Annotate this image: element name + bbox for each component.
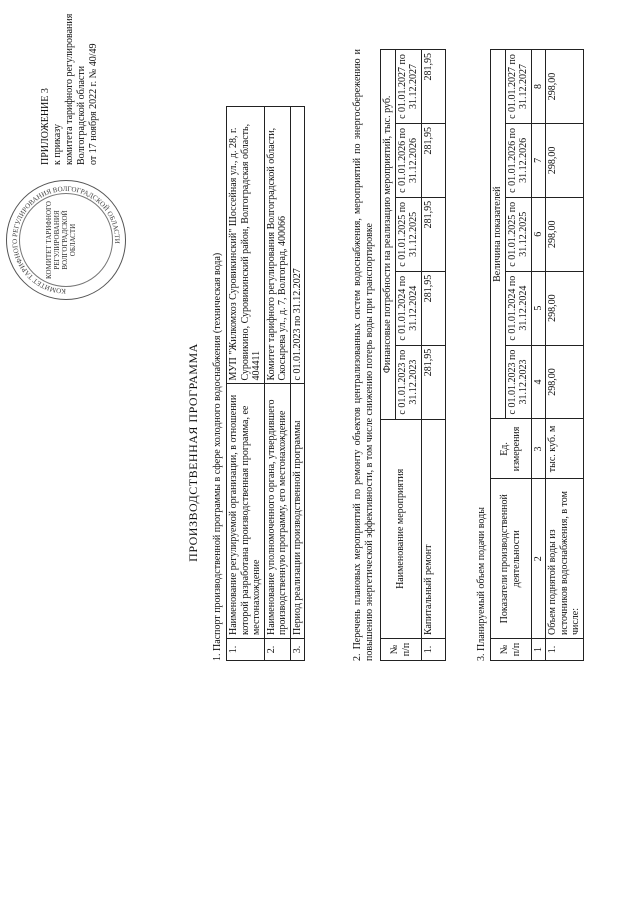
table-row xyxy=(546,50,584,661)
table-row xyxy=(264,107,290,661)
col-num-header: № п/п xyxy=(381,639,422,661)
row-value: 281,95 xyxy=(421,345,445,419)
passport-table xyxy=(226,106,305,661)
col-num-header: № п/п xyxy=(491,639,532,661)
period-header: с 01.01.2025 по 31.12.2025 xyxy=(395,197,421,271)
page-title: ПРОИЗВОДСТВЕННАЯ ПРОГРАММА xyxy=(186,343,200,562)
period-header: с 01.01.2027 по 31.12.2027 xyxy=(395,50,421,124)
period-header: с 01.01.2027 по 31.12.2027 xyxy=(505,50,531,124)
row-value: 298,00 xyxy=(546,50,584,124)
section1-heading: 1. Паспорт производственной программы в сфере холодного водоснабжения (техническая вода) xyxy=(212,252,223,661)
appendix-line4: от 17 ноября 2022 г. № 40/49 xyxy=(88,43,99,165)
col-group-header: Величина показателей xyxy=(491,50,506,419)
index-cell: 6 xyxy=(531,197,546,271)
row-value: 281,95 xyxy=(421,123,445,197)
section2-heading: 2. Перечень плановых мероприятий по ремонту объектов централизованных систем водоснабжения, мероприятий по энергосбережению и повышению энергетической эффективности, в том числе снижению потерь воды при транспортировке xyxy=(352,49,375,661)
appendix-line1: к приказу xyxy=(52,124,63,165)
row-number: 1. xyxy=(227,639,265,661)
period-header: с 01.01.2026 по 31.12.2026 xyxy=(395,123,421,197)
row-value: 281,95 xyxy=(421,50,445,124)
measures-table xyxy=(380,49,446,661)
table-header-row xyxy=(381,50,396,661)
appendix-label: ПРИЛОЖЕНИЕ 3 xyxy=(40,88,51,165)
col-group-header: Финансовые потребности на реализацию мероприятий, тыс. руб. xyxy=(381,50,396,420)
row-number: 1. xyxy=(546,639,584,661)
appendix-header xyxy=(40,0,100,165)
row-name: Период реализации производственной программы xyxy=(290,384,305,639)
row-name: Капитальный ремонт xyxy=(421,419,445,638)
period-header: с 01.01.2026 по 31.12.2026 xyxy=(505,123,531,197)
row-value: с 01.01.2023 по 31.12.2027 xyxy=(290,107,305,384)
official-seal xyxy=(6,180,126,300)
row-unit: тыс. куб. м xyxy=(546,419,584,479)
period-header: с 01.01.2024 по 31.12.2024 xyxy=(395,271,421,345)
row-value: 281,95 xyxy=(421,271,445,345)
period-header: с 01.01.2023 по 31.12.2023 xyxy=(395,345,421,419)
row-number: 3. xyxy=(290,639,305,661)
table-row xyxy=(421,50,445,661)
col-name-header: Показатели производственной деятельности xyxy=(491,479,532,639)
index-cell: 2 xyxy=(531,479,546,639)
col-unit-header: Ед. измерения xyxy=(491,419,532,479)
appendix-line3: Волгоградской области xyxy=(76,65,87,165)
row-value: 298,00 xyxy=(546,197,584,271)
row-value: МУП "Жилкомхоз Суровикинский" Шоссейная ул., д. 28, г. Суровикино, Суровикинский район, Волгоградская область, 404411 xyxy=(227,107,265,384)
index-cell: 3 xyxy=(531,419,546,479)
table-row xyxy=(290,107,305,661)
period-header: с 01.01.2025 по 31.12.2025 xyxy=(505,197,531,271)
seal-center-text: КОМИТЕТ ТАРИФНОГО РЕГУЛИРОВАНИЯ ВОЛГОГРАДСКОЙ ОБЛАСТИ xyxy=(45,201,77,279)
table-header-row xyxy=(491,50,506,661)
index-cell: 4 xyxy=(531,345,546,419)
index-cell: 8 xyxy=(531,50,546,124)
col-name-header: Наименование мероприятия xyxy=(381,419,422,638)
row-value: 298,00 xyxy=(546,345,584,419)
index-cell: 7 xyxy=(531,123,546,197)
row-name: Объем поднятой воды из источников водоснабжения, в том числе: xyxy=(546,479,584,639)
row-value: Комитет тарифного регулирования Волгоградской области, Скосырева ул., д. 7, Волгоград, 400066 xyxy=(264,107,290,384)
index-cell: 5 xyxy=(531,271,546,345)
row-name: Наименование уполномоченного органа, утвердившего производственную программу, его местонахождение xyxy=(264,384,290,639)
volume-table xyxy=(490,49,584,661)
table-index-row xyxy=(531,50,546,661)
period-header: с 01.01.2024 по 31.12.2024 xyxy=(505,271,531,345)
row-name: Наименование регулируемой организации, в отношении которой разработана производственная программа, ее местонахождение xyxy=(227,384,265,639)
svg-text:КОМИТЕТ ТАРИФНОГО РЕГУЛИРОВАНИ: КОМИТЕТ ТАРИФНОГО РЕГУЛИРОВАНИЯ ВОЛГОГРАДСКОЙ ОБЛАСТИ xyxy=(10,184,122,296)
row-value: 298,00 xyxy=(546,123,584,197)
row-number: 2. xyxy=(264,639,290,661)
section3-heading: 3. Планируемый объем подачи воды xyxy=(476,507,487,661)
table-row xyxy=(227,107,265,661)
row-value: 298,00 xyxy=(546,271,584,345)
appendix-line2: комитета тарифного регулирования xyxy=(64,13,75,165)
period-header: с 01.01.2023 по 31.12.2023 xyxy=(505,345,531,419)
row-value: 281,95 xyxy=(421,197,445,271)
row-number: 1. xyxy=(421,639,445,661)
index-cell: 1 xyxy=(531,639,546,661)
